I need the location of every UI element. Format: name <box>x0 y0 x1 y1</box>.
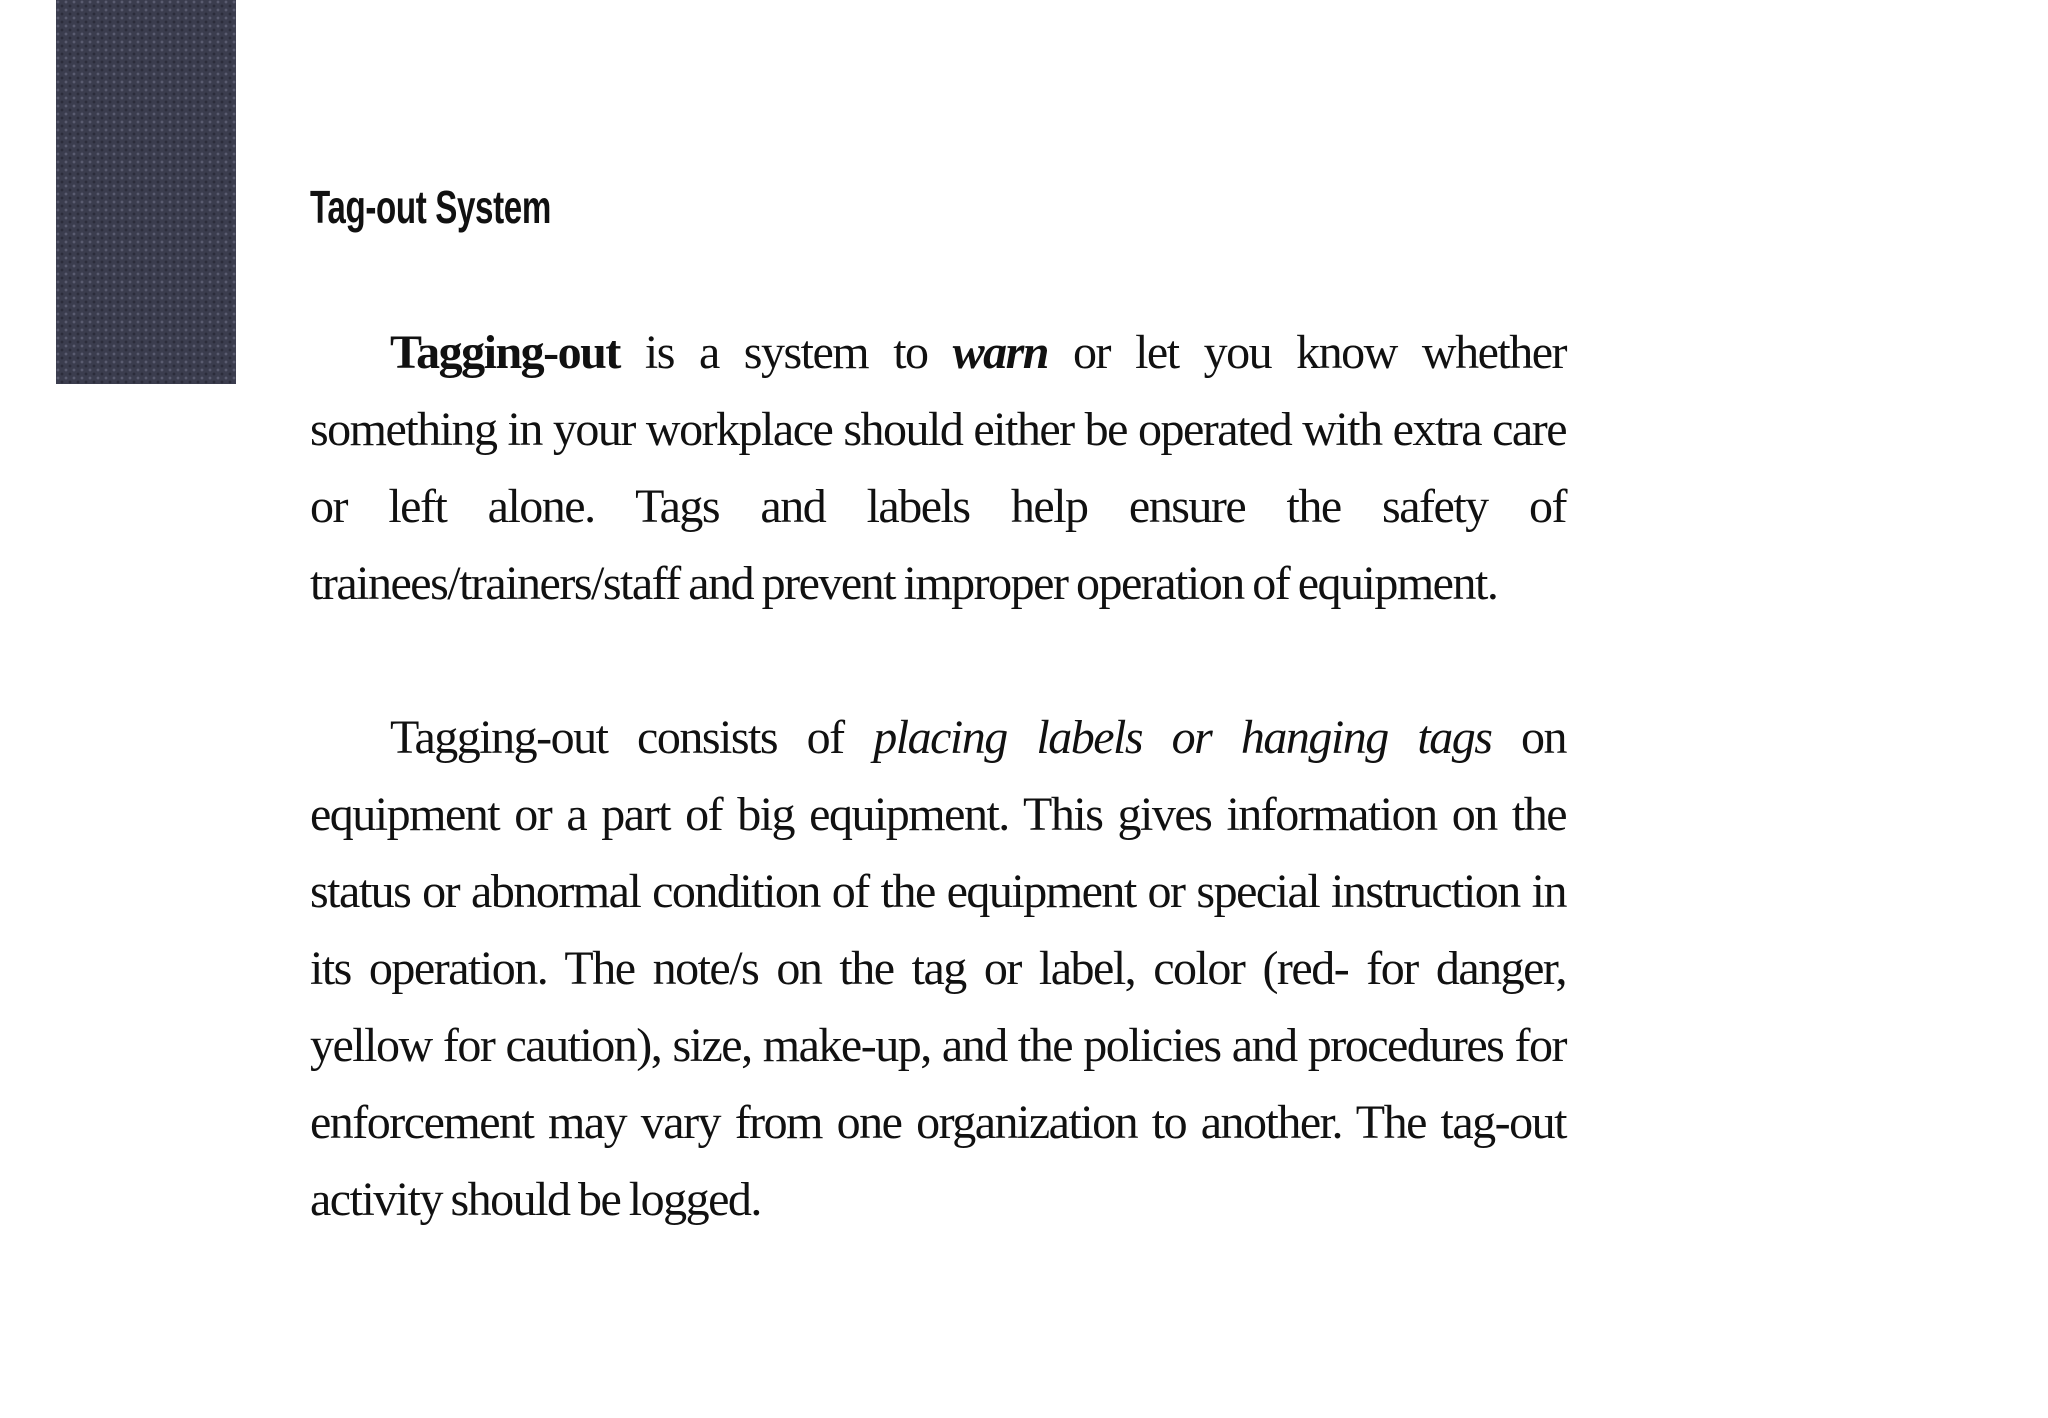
paragraph-tagging-details <box>310 699 1566 1238</box>
document-body <box>310 180 1566 1315</box>
paragraph1-text-b: or let you know whether something in your workplace should either be operated with extra care or left alone. Tags and labels help ensure the safety of trainees/trainers/staff and prevent improper operation of equipment. <box>310 326 1566 610</box>
decorative-pattern-bar <box>56 0 236 384</box>
paragraph-tagging-definition <box>310 314 1566 622</box>
paragraph1-text-a: is a system to <box>619 326 953 379</box>
emphasis-placing-labels: placing labels or hanging tags <box>873 711 1492 764</box>
emphasis-warn: warn <box>952 326 1048 379</box>
section-title: Tag-out System <box>310 181 551 233</box>
paragraph2-text-a: Tagging-out consists of <box>390 711 874 764</box>
paragraph2-text-b: on equipment or a part of big equipment. This gives information on the status or abnormal condition of the equipment or special instruction in its operation. The note/s on the tag or label, color (red- for danger, yellow for caution), size, make-up, and the policies and procedures for enforcement may vary from one organization to another. The tag-out activity should be logged. <box>310 711 1566 1226</box>
term-tagging-out: Tagging-out <box>390 326 620 379</box>
